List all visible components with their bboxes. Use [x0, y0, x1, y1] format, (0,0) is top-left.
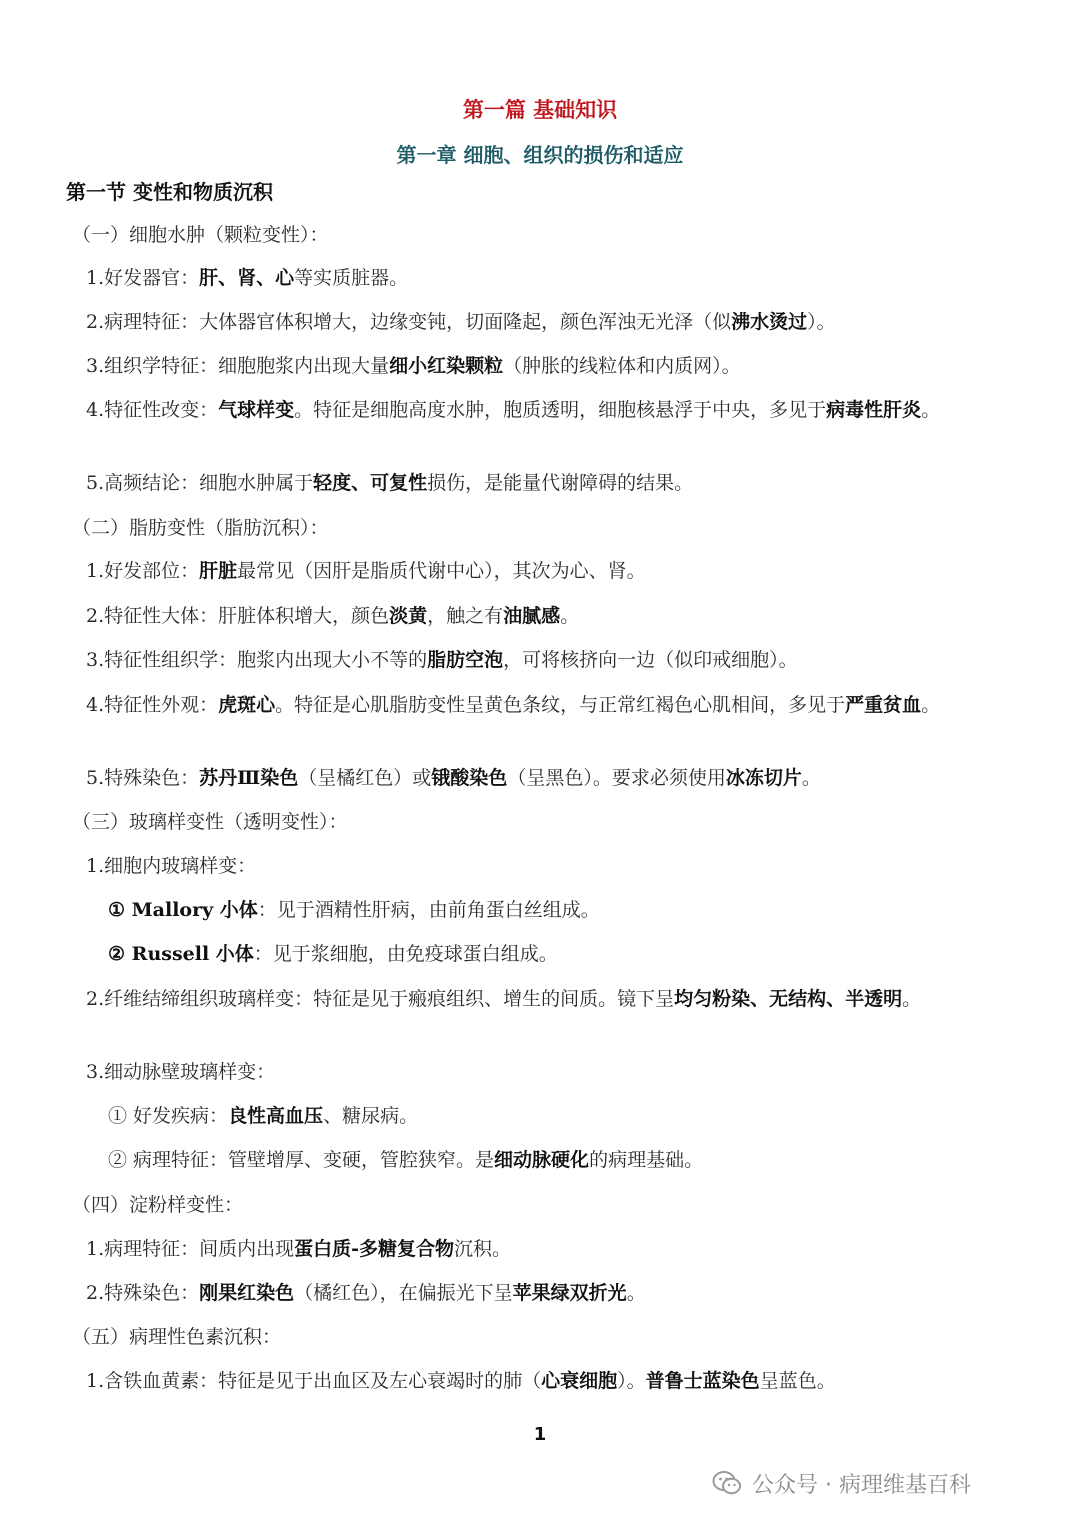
text-span: （一）细胞水肿（颗粒变性）：	[72, 224, 329, 246]
text-span: 3.细动脉壁玻璃样变：	[86, 1061, 276, 1083]
text-line	[66, 690, 1006, 720]
page-number: 1	[533, 1424, 547, 1445]
bold-term: 蛋白质-多糖复合物	[294, 1238, 455, 1260]
bold-term: ① Mallory 小体	[108, 899, 258, 921]
text-span: ① 好发疾病：	[108, 1105, 229, 1127]
text-line	[86, 556, 646, 586]
text-line	[86, 763, 821, 793]
text-span: 5.特殊染色：	[86, 767, 200, 789]
bold-term: 淡黄	[389, 605, 428, 627]
text-span: （呈黑色）。要求必须使用	[507, 767, 726, 789]
text-span: ：见于酒精性肝病，由前角蛋白丝组成。	[257, 899, 600, 921]
text-span: 1.细胞内玻璃样变：	[86, 855, 257, 877]
bold-term: 心衰细胞	[541, 1370, 618, 1392]
text-span: （三）玻璃样变性（透明变性）：	[72, 811, 348, 833]
text-line	[108, 939, 558, 969]
text-span: （橘红色），在偏振光下呈	[294, 1282, 513, 1304]
bold-term: 沸水烫过	[731, 311, 808, 333]
text-span: （四）淀粉样变性：	[72, 1194, 244, 1216]
bold-term: 锇酸染色	[431, 767, 508, 789]
bold-term: 冰冻切片	[725, 767, 802, 789]
text-line	[86, 468, 693, 498]
text-span: 呈蓝色。	[759, 1370, 836, 1392]
text-span: 2.病理特征：大体器官体积增大，边缘变钝，切面隆起，颜色浑浊无光泽（似	[86, 311, 732, 333]
text-line	[72, 807, 348, 837]
bold-term: 普鲁士蓝染色	[645, 1370, 760, 1392]
bold-term: 轻度、可复性	[313, 472, 428, 494]
text-line	[66, 395, 1006, 425]
text-line	[66, 984, 1006, 1014]
text-span: 4.特征性改变：	[86, 399, 219, 421]
text-span: ，可将核挤向一边（似印戒细胞）。	[503, 649, 798, 671]
text-line	[72, 220, 329, 250]
text-span: 。	[902, 988, 922, 1010]
text-span: 的病理基础。	[589, 1149, 704, 1171]
text-span: 沉积。	[454, 1238, 512, 1260]
bold-term: 脂肪空泡	[427, 649, 504, 671]
text-span: 2.纤维结缔组织玻璃样变：特征是见于瘢痕组织、增生的间质。镜下呈	[86, 988, 675, 1010]
text-line	[86, 1234, 511, 1264]
text-line	[108, 1145, 703, 1175]
text-span: 最常见（因肝是脂质代谢中心），其次为心、肾。	[237, 560, 646, 582]
watermark	[712, 1466, 971, 1500]
section-title: 第一节 变性和物质沉积	[66, 180, 273, 204]
text-span: 1.好发器官：	[86, 267, 200, 289]
bold-term: 刚果红染色	[199, 1282, 295, 1304]
bold-term: 良性高血压	[228, 1105, 324, 1127]
text-span: 。	[921, 399, 941, 421]
text-line	[86, 307, 836, 337]
text-span: 4.特征性外观：	[86, 694, 219, 716]
bold-term: 细小红染颗粒	[389, 355, 504, 377]
text-line	[86, 851, 256, 881]
text-span: （五）病理性色素沉积：	[72, 1326, 282, 1348]
text-line	[86, 1278, 646, 1308]
text-span: 3.组织学特征：细胞胞浆内出现大量	[86, 355, 390, 377]
text-line	[72, 513, 329, 543]
text-span: 2.特征性大体：肝脏体积增大，颜色	[86, 605, 390, 627]
text-line	[86, 1366, 836, 1396]
bold-term: 严重贫血	[845, 694, 922, 716]
bold-term: ② Russell 小体	[108, 943, 254, 965]
text-span: 3.特征性组织学：胞浆内出现大小不等的	[86, 649, 428, 671]
bold-term: 病毒性肝炎	[826, 399, 922, 421]
part-title: 第一篇 基础知识	[462, 98, 618, 122]
text-span: 2.特殊染色：	[86, 1282, 200, 1304]
text-span: 1.含铁血黄素：特征是见于出血区及左心衰竭时的肺（	[86, 1370, 542, 1392]
text-span: 。	[921, 694, 941, 716]
text-span: 损伤，是能量代谢障碍的结果。	[427, 472, 694, 494]
bold-term: 虎斑心	[218, 694, 276, 716]
text-line	[72, 1190, 243, 1220]
text-line	[108, 1101, 418, 1131]
bold-term: 细动脉硬化	[494, 1149, 590, 1171]
bold-term: 油腻感	[503, 605, 561, 627]
text-line	[86, 601, 579, 631]
text-span: 。特征是细胞高度水肿，胞质透明，细胞核悬浮于中央，多见于	[294, 399, 827, 421]
text-line	[108, 895, 600, 925]
bold-term: 均匀粉染、无结构、半透明	[674, 988, 903, 1010]
text-line	[72, 1322, 281, 1352]
bold-term: 气球样变	[218, 399, 295, 421]
text-span: 。	[626, 1282, 646, 1304]
text-line	[86, 1057, 275, 1087]
text-line	[86, 351, 741, 381]
chapter-title: 第一章 细胞、组织的损伤和适应	[396, 143, 684, 167]
watermark-text: 公众号 · 病理维基百科	[752, 1472, 971, 1498]
text-span: ）。	[807, 311, 836, 333]
text-span: 1.好发部位：	[86, 560, 200, 582]
bold-term: 苹果绿双折光	[512, 1282, 627, 1304]
text-span: ：见于浆细胞，由免疫球蛋白组成。	[253, 943, 558, 965]
text-span: 、糖尿病。	[323, 1105, 419, 1127]
bold-term: 肝、肾、心	[199, 267, 295, 289]
text-line	[86, 263, 408, 293]
text-span: 。特征是心肌脂肪变性呈黄色条纹，与正常红褐色心肌相间，多见于	[275, 694, 846, 716]
text-span: ，触之有	[427, 605, 504, 627]
wechat-icon	[712, 1470, 742, 1496]
text-span: 5.高频结论：细胞水肿属于	[86, 472, 314, 494]
text-span: ）。	[617, 1370, 646, 1392]
text-span: 。	[560, 605, 580, 627]
text-span: ② 病理特征：管壁增厚、变硬，管腔狭窄。是	[108, 1149, 495, 1171]
text-span: 1.病理特征：间质内出现	[86, 1238, 295, 1260]
text-line	[86, 645, 798, 675]
text-span: （二）脂肪变性（脂肪沉积）：	[72, 517, 329, 539]
text-span: （肿胀的线粒体和内质网）。	[503, 355, 741, 377]
text-span: 等实质脏器。	[294, 267, 409, 289]
text-span: 。	[801, 767, 821, 789]
bold-term: 肝脏	[199, 560, 238, 582]
bold-term: 苏丹Ⅲ染色	[199, 767, 299, 789]
text-span: （呈橘红色）或	[298, 767, 432, 789]
